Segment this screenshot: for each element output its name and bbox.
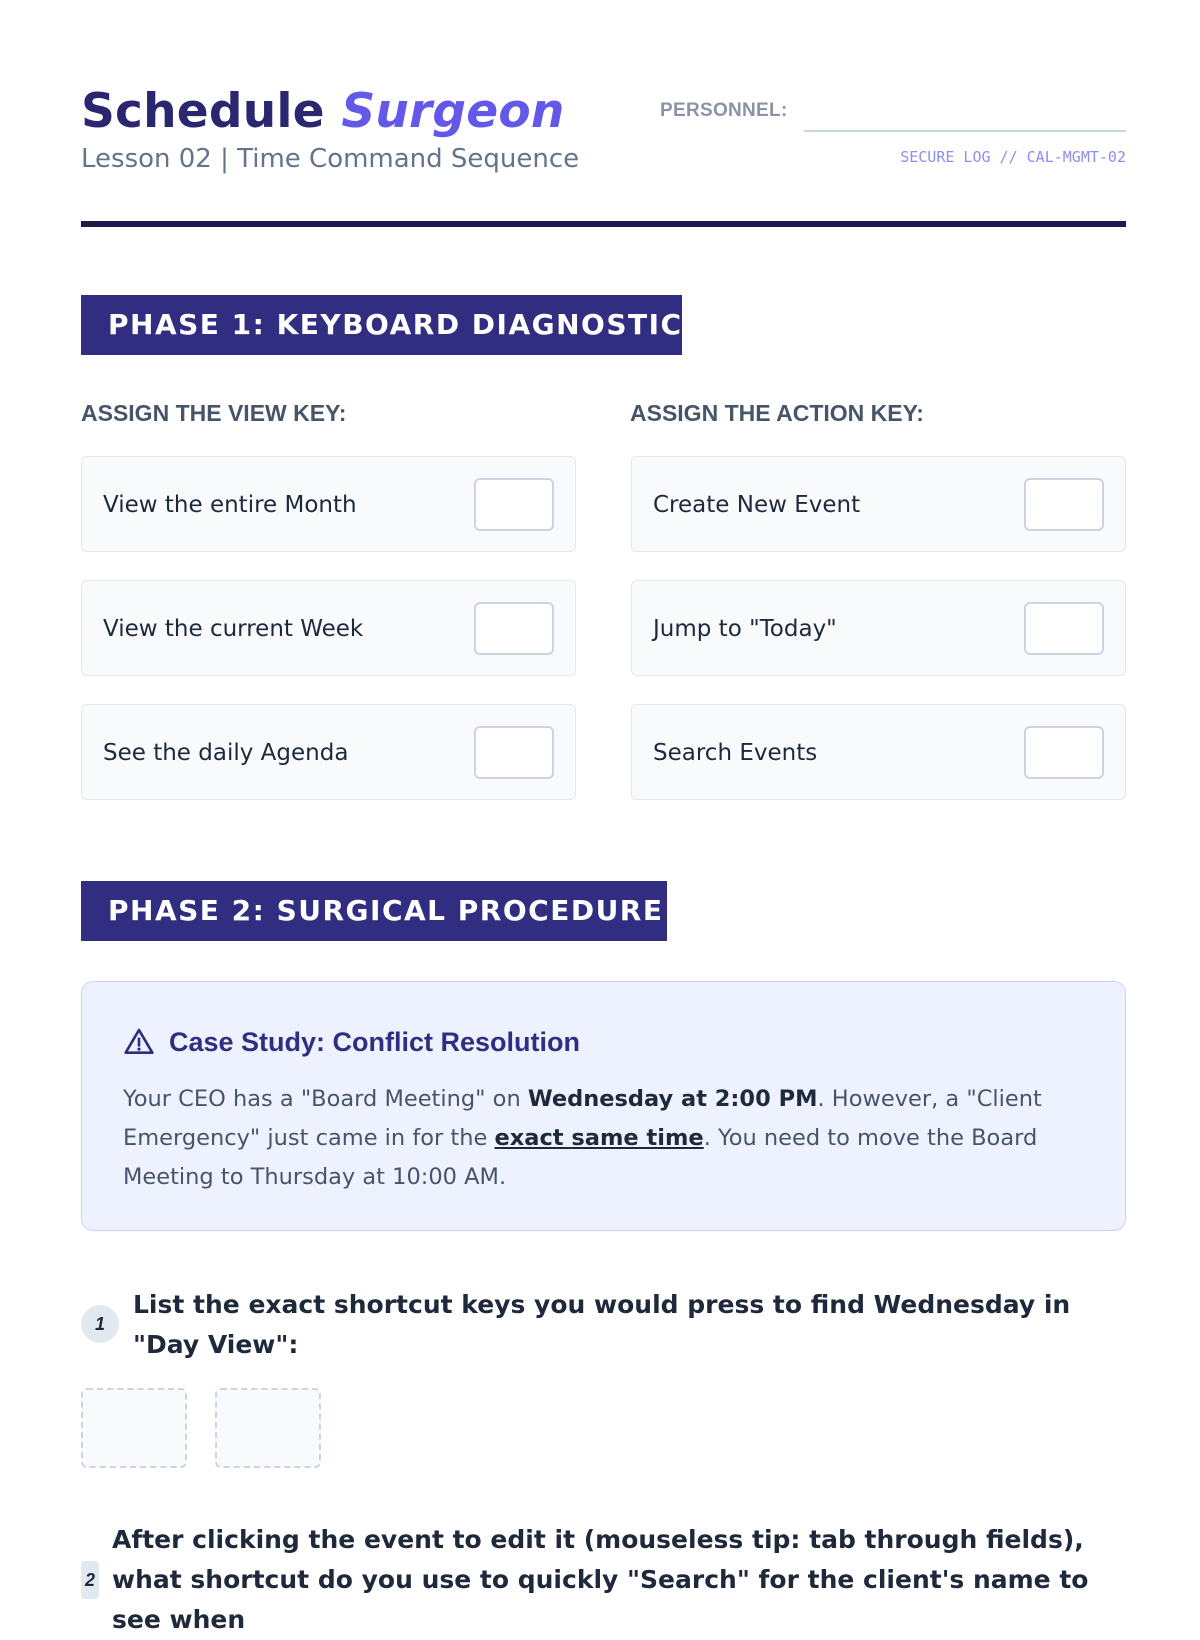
- personnel-label: PERSONNEL:: [660, 100, 788, 121]
- page-subtitle: Lesson 02 | Time Command Sequence: [81, 144, 580, 174]
- case-study-text: [123, 1080, 1083, 1197]
- warning-icon: [123, 1026, 155, 1058]
- action-item-create: [631, 456, 1126, 552]
- view-item-label: View the current Week: [103, 616, 364, 642]
- answer-box-2[interactable]: [215, 1388, 321, 1468]
- key-answer-box[interactable]: [1024, 726, 1104, 779]
- case-bold-time: Wednesday at 2:00 PM: [527, 1086, 818, 1112]
- case-underline-emphasis: exact same time: [494, 1125, 704, 1151]
- action-key-heading: ASSIGN THE ACTION KEY:: [630, 400, 924, 426]
- action-item-today: [631, 580, 1126, 676]
- secure-log-code: SECURE LOG // CAL-MGMT-02: [900, 148, 1126, 166]
- case-text-part: Your CEO has a "Board Meeting" on: [123, 1086, 528, 1112]
- question-2-text: After clicking the event to edit it (mouseless tip: tab through fields), what shortcut do you use to quickly "Search" for the client's name to see when: [112, 1525, 1089, 1634]
- key-answer-box[interactable]: [1024, 478, 1104, 531]
- action-item-search: [631, 704, 1126, 800]
- view-item-month: [81, 456, 576, 552]
- key-answer-box[interactable]: [474, 602, 554, 655]
- case-text-part: . However, a "Client Emergency" just came in for the: [123, 1086, 1042, 1151]
- answer-box-1[interactable]: [81, 1388, 187, 1468]
- question-number-badge: 1: [81, 1305, 119, 1343]
- key-answer-box[interactable]: [474, 726, 554, 779]
- action-item-label: Jump to "Today": [653, 616, 837, 642]
- case-study-box: [81, 981, 1126, 1231]
- personnel-field[interactable]: [804, 130, 1126, 132]
- phase1-banner: PHASE 1: KEYBOARD DIAGNOSTIC: [81, 295, 682, 355]
- key-answer-box[interactable]: [474, 478, 554, 531]
- view-item-label: View the entire Month: [103, 492, 357, 518]
- question-number-badge: 2: [81, 1561, 99, 1599]
- view-key-heading: ASSIGN THE VIEW KEY:: [81, 400, 347, 426]
- view-item-label: See the daily Agenda: [103, 740, 349, 766]
- header-divider: [81, 221, 1126, 227]
- title-main: Schedule: [81, 84, 325, 139]
- case-text-part: . You need to move the Board Meeting to Thursday at 10:00 AM.: [123, 1125, 1038, 1190]
- view-item-week: [81, 580, 576, 676]
- page-title: [81, 84, 565, 139]
- title-accent: Surgeon: [341, 84, 565, 139]
- view-item-agenda: [81, 704, 576, 800]
- phase2-banner: PHASE 2: SURGICAL PROCEDURE: [81, 881, 667, 941]
- action-item-label: Search Events: [653, 740, 818, 766]
- key-answer-box[interactable]: [1024, 602, 1104, 655]
- question-1-text: List the exact shortcut keys you would press to find Wednesday in "Day View":: [133, 1290, 1071, 1359]
- action-item-label: Create New Event: [653, 492, 861, 518]
- case-study-title: Case Study: Conflict Resolution: [169, 1026, 581, 1057]
- case-study-header: [123, 1026, 580, 1058]
